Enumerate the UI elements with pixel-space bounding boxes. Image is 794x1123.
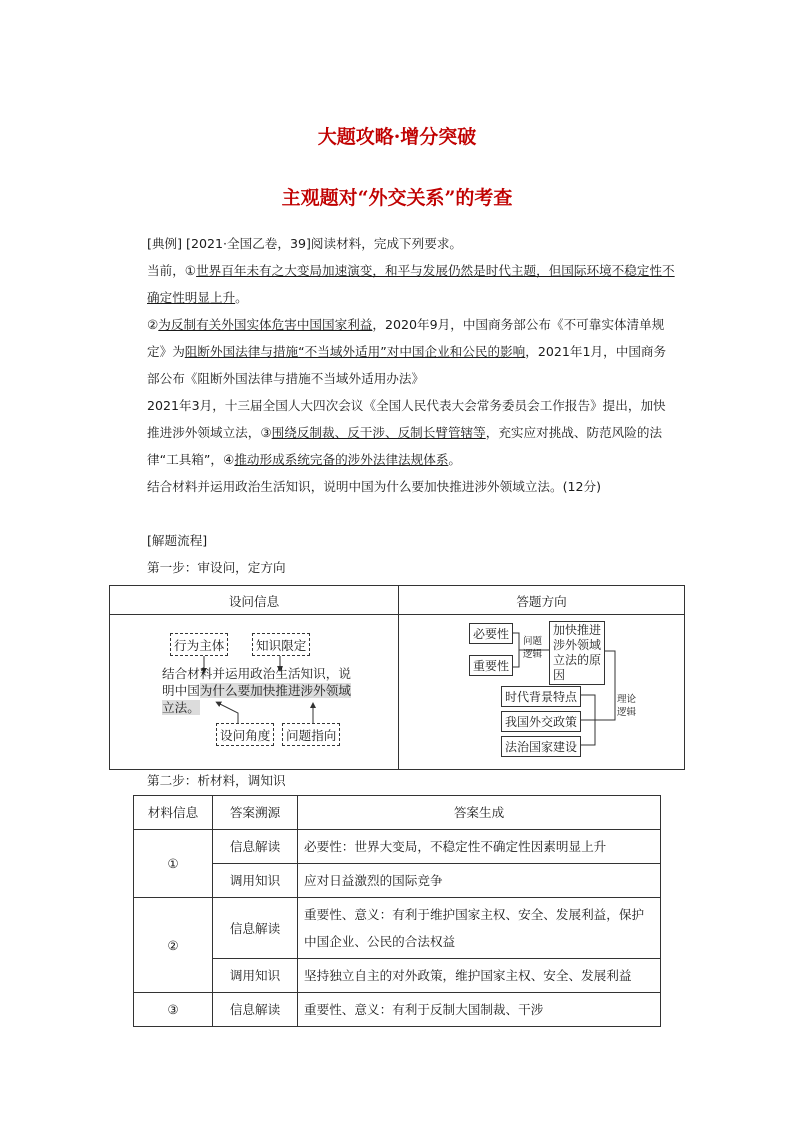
box-foreign: 我国外交政策 [501, 711, 581, 732]
process-label: [解题流程] [147, 533, 208, 548]
box-time: 时代背景特点 [501, 686, 581, 707]
header-source: 答案溯源 [213, 796, 298, 830]
answer-cell: 坚持独立自主的对外政策，维护国家主权、安全、发展利益 [298, 959, 661, 993]
material-paragraph-3: 2021年3月，十三届全国人大四次会议《全国人民代表大会常务委员会工作报告》提出，加快推进涉外领域立法，③围绕反制裁、反干涉、反制长臂管辖等，充实应对挑战、防范风险的法律“工具箱”，④推动形成系统完备的涉外法律法规体系。 [147, 398, 666, 467]
question-text: 结合材料并运用政治生活知识，说明中国为什么要加快推进涉外领域立法。(12分) [147, 479, 602, 494]
answer-cell: 必要性：世界大变局，不稳定性不确定性因素明显上升 [298, 830, 661, 864]
header-answer: 答案生成 [298, 796, 661, 830]
example-header [147, 230, 677, 257]
source-cell: 调用知识 [213, 959, 298, 993]
label-theory-logic: 理论逻辑 [617, 694, 637, 718]
box-importance: 重要性 [469, 655, 513, 676]
page-title: 大题攻略·增分突破 [317, 126, 477, 148]
step1-table [109, 585, 685, 770]
material-paragraph-1: 当前，①世界百年未有之大变局加速演变，和平与发展仍然是时代主题，但国际环境不稳定性不确定性明显上升。 [147, 263, 675, 305]
step1-col-direction: 答题方向 [399, 586, 685, 615]
step2-label: 第二步：析材料，调知识 [147, 773, 286, 788]
label-problem-logic: 问题逻辑 [523, 636, 543, 660]
material-2: ② [134, 898, 213, 993]
source-cell: 信息解读 [213, 830, 298, 864]
answer-cell: 重要性、意义：有利于维护国家主权、安全、发展利益，保护中国企业、公民的合法权益 [298, 898, 661, 959]
box-law: 法治国家建设 [501, 736, 581, 757]
tag-knowledge: 知识限定 [252, 633, 310, 656]
page-subtitle: 主观题对“外交关系”的考查 [281, 187, 513, 209]
step2-table [133, 795, 661, 1027]
example-label: [典例] [147, 236, 183, 251]
step1-label: 第一步：审设问，定方向 [147, 560, 286, 575]
material-1: ① [134, 830, 213, 898]
question-excerpt: 结合材料并运用政治生活知识，说明中国为什么要加快推进涉外领域立法。 [162, 666, 351, 715]
answer-cell: 重要性、意义：有利于反制大国制裁、干涉 [298, 993, 661, 1027]
tag-angle: 设问角度 [216, 723, 274, 746]
source-cell: 调用知识 [213, 864, 298, 898]
step1-col-question: 设问信息 [110, 586, 399, 615]
example-source: [2021·全国乙卷，39]阅读材料，完成下列要求。 [186, 236, 463, 251]
material-paragraph-2: ②为反制有关外国实体危害中国国家利益，2020年9月，中国商务部公布《不可靠实体清单规定》为阻断外国法律与措施“不当域外适用”对中国企业和公民的影响，2021年1月，中国商务部公布《阻断外国法律与措施不当域外适用办法》 [147, 317, 667, 386]
box-reason: 加快推进涉外领域立法的原因 [549, 621, 605, 685]
tag-subject: 行为主体 [170, 633, 228, 656]
source-cell: 信息解读 [213, 993, 298, 1027]
box-necessity: 必要性 [469, 623, 513, 644]
header-material: 材料信息 [134, 796, 213, 830]
answer-direction-cell [399, 615, 685, 770]
source-cell: 信息解读 [213, 898, 298, 959]
answer-cell: 应对日益激烈的国际竞争 [298, 864, 661, 898]
material-3: ③ [134, 993, 213, 1027]
question-info-cell [110, 615, 399, 770]
tag-pointer: 问题指向 [282, 723, 340, 746]
